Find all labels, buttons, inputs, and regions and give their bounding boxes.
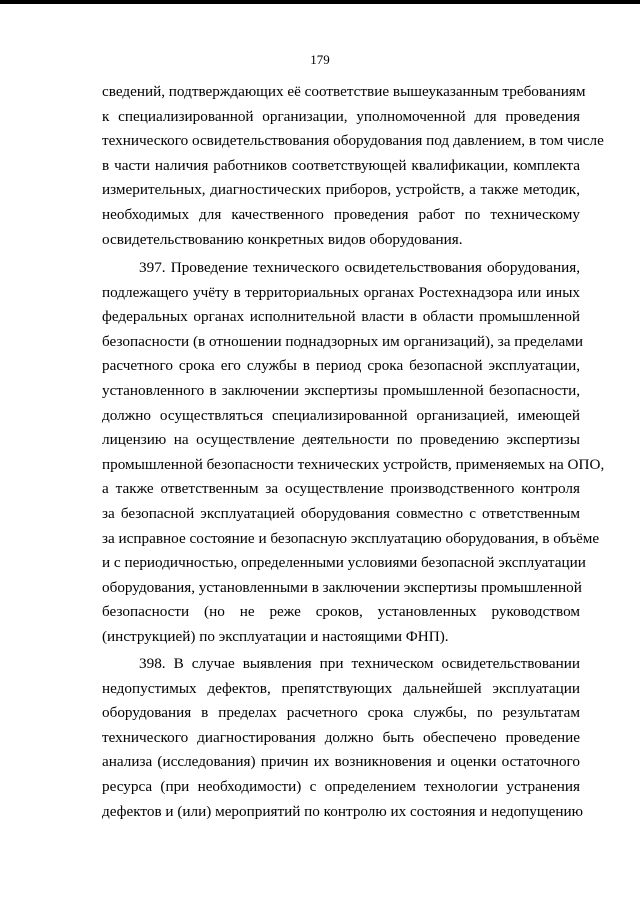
text-line: за безопасной эксплуатацией оборудования совместно с ответственным	[102, 504, 580, 522]
text-line: недопустимых дефектов, препятствующих дальнейшей эксплуатации	[102, 679, 580, 697]
text-line: расчетного срока его службы в период срока безопасной эксплуатации,	[102, 357, 580, 375]
text-line: безопасности (в отношении поднадзорных им организаций), за пределами	[102, 332, 584, 350]
text-line: технического освидетельствования оборудования под давлением, в том числе	[102, 132, 604, 150]
paragraph-398	[102, 652, 583, 824]
text-line: а также ответственным за осуществление производственного контроля	[102, 480, 580, 498]
text-line: 397. Проведение технического освидетельствования оборудования,	[139, 259, 580, 276]
text-line: промышленной безопасности технических устройств, применяемых на ОПО,	[102, 455, 605, 473]
text-line: оборудования в пределах расчетного срока службы, по результатам	[102, 704, 580, 722]
text-line: оборудования, установленными в заключении экспертизы промышленной	[102, 578, 582, 596]
scan-top-edge	[0, 0, 640, 4]
text-line: анализа (исследования) причин их возникновения и оценки остаточного	[102, 753, 580, 771]
text-line: в части наличия работников соответствующей квалификации, комплекта	[102, 156, 580, 174]
text-line: освидетельствованию конкретных видов оборудования.	[102, 230, 463, 248]
text-line: ресурса (при необходимости) с определением технологии устранения	[102, 777, 580, 795]
text-line: и с периодичностью, определенными условиями безопасной эксплуатации	[102, 554, 586, 572]
text-line: дефектов и (или) мероприятий по контролю их состояния и недопущению	[102, 802, 583, 820]
page-number: 179	[310, 52, 330, 67]
text-line: необходимых для качественного проведения работ по техническому	[102, 205, 580, 223]
text-line: безопасности (но не реже сроков, установленных руководством	[102, 603, 580, 621]
text-line: подлежащего учёту в территориальных органах Ростехнадзора или иных	[102, 283, 580, 301]
paragraph-397	[102, 256, 605, 650]
text-line: за исправное состояние и безопасную эксплуатацию оборудования, в объёме	[102, 529, 600, 547]
paragraph-continuation	[102, 80, 604, 252]
text-line: 398. В случае выявления при техническом освидетельствовании	[139, 655, 580, 672]
text-line: установленного в заключении экспертизы промышленной безопасности,	[102, 381, 580, 399]
text-line: измерительных, диагностических приборов, устройств, а также методик,	[102, 181, 580, 199]
text-line: федеральных органах исполнительной власти в области промышленной	[102, 308, 580, 326]
text-line: лицензию на осуществление деятельности по проведению экспертизы	[102, 431, 580, 449]
text-line: сведений, подтверждающих её соответствие вышеуказанным требованиям	[102, 83, 586, 100]
text-line: к специализированной организации, уполномоченной для проведения	[102, 107, 580, 125]
text-line: должно осуществляться специализированной организацией, имеющей	[102, 406, 580, 424]
text-line: технического диагностирования должно быть обеспечено проведение	[102, 728, 580, 746]
text-line: (инструкцией) по эксплуатации и настоящими ФНП).	[102, 627, 449, 645]
